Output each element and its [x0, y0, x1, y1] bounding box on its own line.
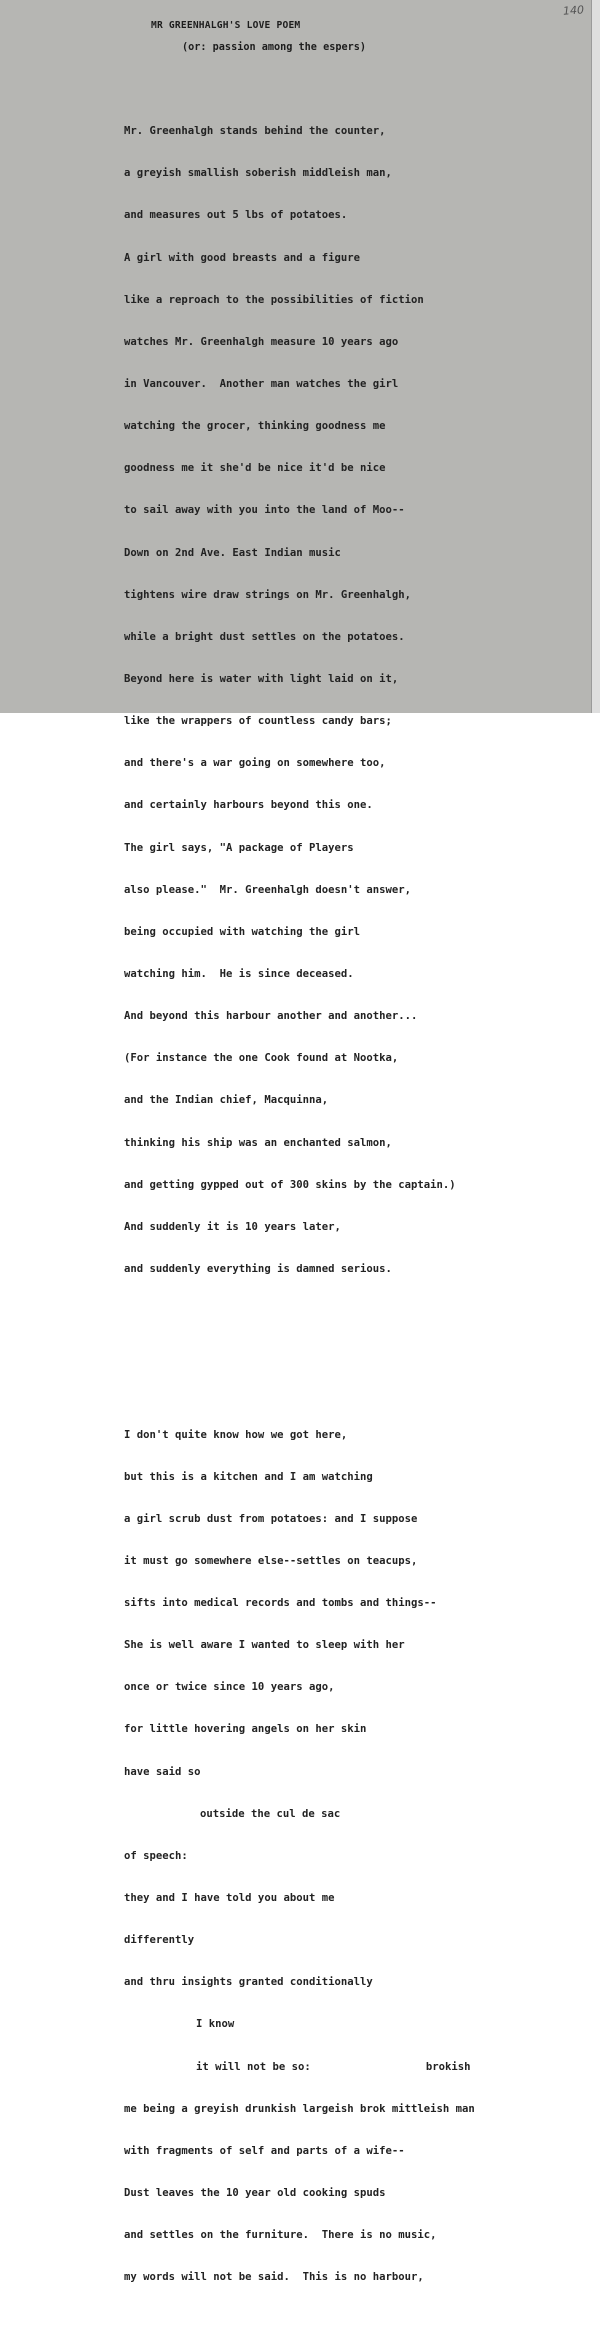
poem-line: in Vancouver. Another man watches the girl — [124, 378, 399, 391]
poem-line: a girl scrub dust from potatoes: and I suppose — [124, 1512, 418, 1525]
poem-line: for little hovering angels on her skin — [124, 1723, 367, 1736]
poem-line: of speech: — [124, 1849, 188, 1862]
poem-line: while a bright dust settles on the potatoes. — [124, 630, 405, 643]
poem-line: watches Mr. Greenhalgh measure 10 years ago — [124, 335, 399, 348]
stanza-break — [124, 1346, 586, 1357]
poem-line: and certainly harbours beyond this one. — [124, 799, 373, 812]
poem-line: And suddenly it is 10 years later, — [124, 1220, 341, 1233]
poem-line: and thru insights granted conditionally — [124, 1976, 373, 1989]
poem-line: and suddenly everything is damned serious. — [124, 1262, 392, 1275]
poem-line-indented: I know — [196, 2018, 235, 2031]
poem-line-text: it will not be so: — [196, 2060, 311, 2073]
poem-line: to sail away with you into the land of Moo-- — [124, 504, 405, 517]
poem-line: also please." Mr. Greenhalgh doesn't answer, — [124, 883, 412, 896]
poem-line: have said so — [124, 1765, 201, 1778]
poem-subtitle: (or: passion among the espers) — [182, 42, 367, 53]
poem-body — [124, 68, 586, 2341]
handwritten-insert: brokish — [425, 2060, 471, 2073]
poem-line: She is well aware I wanted to sleep with her — [124, 1639, 405, 1652]
poem-line: and measures out 5 lbs of potatoes. — [124, 209, 348, 222]
poem-line: and the Indian chief, Macquinna, — [124, 1094, 329, 1107]
poem-line: Beyond here is water with light laid on it, — [124, 673, 399, 686]
poem-line: like the wrappers of countless candy bars; — [124, 715, 392, 728]
poem-line: goodness me it she'd be nice it'd be nice — [124, 462, 386, 475]
poem-line: and there's a war going on somewhere too, — [124, 757, 386, 770]
page-number: 140 — [562, 3, 585, 18]
stanza-1 — [124, 96, 586, 1304]
poem-line: watching the grocer, thinking goodness me — [124, 420, 386, 433]
poem-line: Mr. Greenhalgh stands behind the counter, — [124, 125, 386, 138]
poem-line: sifts into medical records and tombs and things-- — [124, 1597, 437, 1610]
poem-line: my words will not be said. This is no harbour, — [124, 2271, 424, 2284]
poem-line-indented: outside the cul de sac — [200, 1807, 341, 1820]
poem-line: I don't quite know how we got here, — [124, 1428, 348, 1441]
poem-line: watching him. He is since deceased. — [124, 968, 354, 980]
poem-line: differently — [124, 1934, 195, 1947]
poem-line: being occupied with watching the girl — [124, 925, 360, 938]
poem-line: and getting gypped out of 300 skins by the captain.) — [124, 1178, 456, 1191]
poem-line: and settles on the furniture. There is no music, — [124, 2229, 437, 2242]
poem-line: Dust leaves the 10 year old cooking spuds — [124, 2187, 386, 2200]
poem-line: tightens wire draw strings on Mr. Greenhalgh, — [124, 588, 412, 601]
poem-line: they and I have told you about me — [124, 1892, 335, 1905]
poem-line: like a reproach to the possibilities of fiction — [124, 293, 424, 306]
poem-line: thinking his ship was an enchanted salmon, — [124, 1136, 392, 1149]
poem-line: Down on 2nd Ave. East Indian music — [124, 546, 341, 559]
poem-line: A girl with good breasts and a figure — [124, 251, 360, 264]
poem-line: with fragments of self and parts of a wife-- — [124, 2144, 405, 2157]
poem-line: me being a greyish drunkish largeish brok mittleish man — [124, 2102, 475, 2115]
poem-line: a greyish smallish soberish middleish man, — [124, 167, 392, 180]
poem-title: MR GREENHALGH'S LOVE POEM — [151, 20, 301, 31]
poem-line: once or twice since 10 years ago, — [124, 1681, 335, 1694]
stanza-2 — [124, 1399, 586, 2312]
page-edge — [591, 0, 600, 713]
poem-line: it must go somewhere else--settles on teacups, — [124, 1554, 418, 1567]
poem-line: And beyond this harbour another and another... — [124, 1010, 418, 1023]
poem-line: The girl says, "A package of Players — [124, 841, 354, 854]
poem-line-indented — [124, 2060, 586, 2074]
poem-line: but this is a kitchen and I am watching — [124, 1470, 373, 1483]
poem-line: (For instance the one Cook found at Nootka, — [124, 1052, 399, 1065]
